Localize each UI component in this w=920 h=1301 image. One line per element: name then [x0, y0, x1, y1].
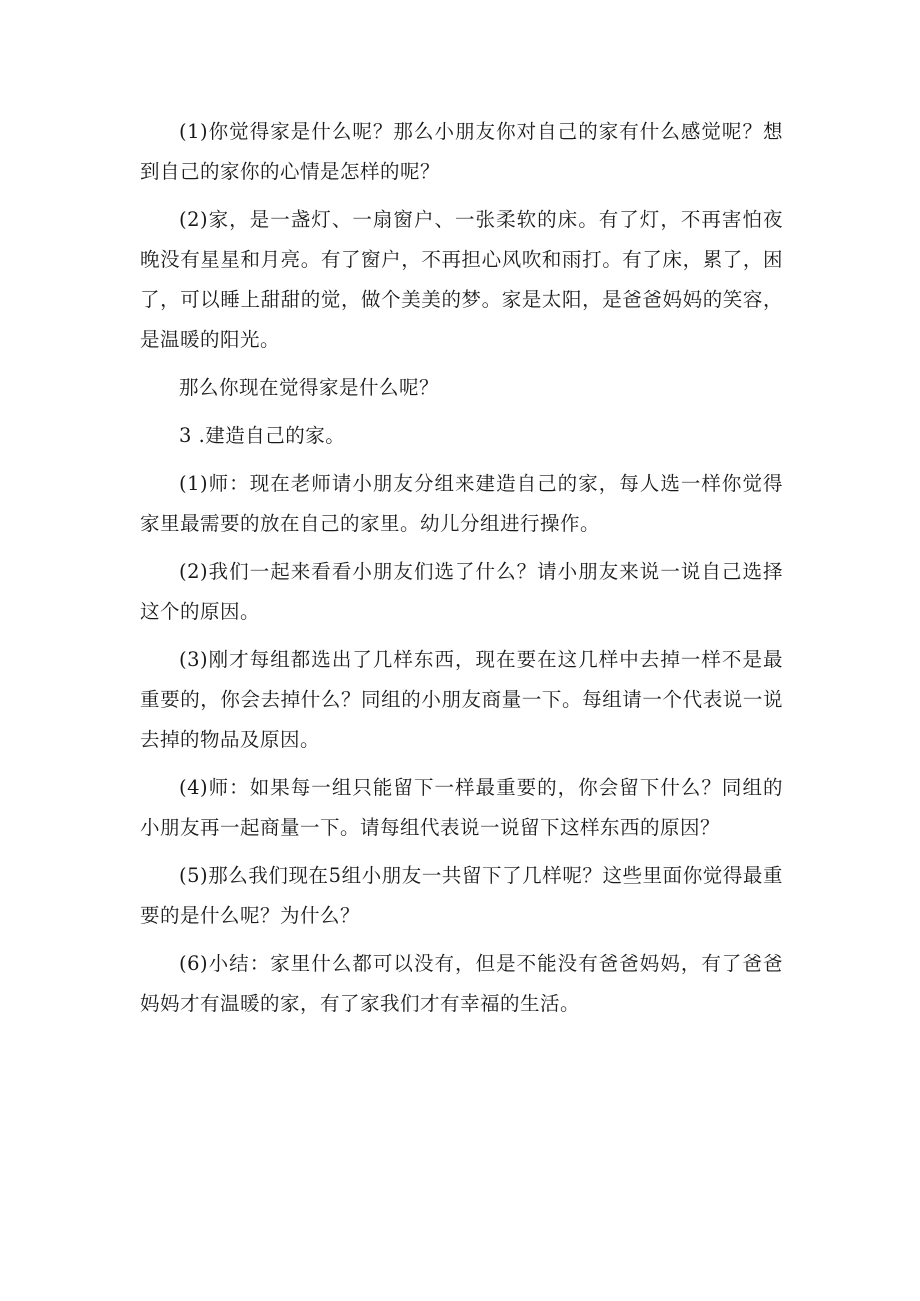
paragraph-question-1: (1)你觉得家是什么呢？那么小朋友你对自己的家有什么感觉呢？想到自己的家你的心情是怎样的呢？: [140, 120, 783, 183]
paragraph-step-4: (4)师：如果每一组只能留下一样最重要的，你会留下什么？同组的小朋友再一起商量一下。请每组代表说一说留下这样东西的原因？: [140, 776, 783, 839]
paragraph-step-2: (2)我们一起来看看小朋友们选了什么？请小朋友来说一说自己选择这个的原因。: [140, 560, 783, 623]
document-body: [140, 112, 783, 1024]
paragraph-home-description: (2)家，是一盏灯、一扇窗户、一张柔软的床。有了灯，不再害怕夜晚没有星星和月亮。有了窗户，不再担心风吹和雨打。有了床，累了，困了，可以睡上甜甜的觉，做个美美的梦。家是太阳，是爸爸妈妈的笑容，是温暖的阳光。: [140, 208, 783, 351]
paragraph-follow-up-question: 那么你现在觉得家是什么呢？: [179, 376, 440, 399]
paragraph-step-1: (1)师：现在老师请小朋友分组来建造自己的家，每人选一样你觉得家里最需要的放在自己的家里。幼儿分组进行操作。: [140, 472, 783, 535]
paragraph-step-5: (5)那么我们现在5组小朋友一共留下了几样呢？这些里面你觉得最重要的是什么呢？为什么？: [140, 864, 783, 927]
paragraph-summary: (6)小结：家里什么都可以没有，但是不能没有爸爸妈妈，有了爸爸妈妈才有温暖的家，有了家我们才有幸福的生活。: [140, 952, 783, 1015]
section-heading-build-home: 3 .建造自己的家。: [179, 424, 346, 447]
paragraph-step-3: (3)刚才每组都选出了几样东西，现在要在这几样中去掉一样不是最重要的，你会去掉什么？同组的小朋友商量一下。每组请一个代表说一说去掉的物品及原因。: [140, 648, 783, 751]
